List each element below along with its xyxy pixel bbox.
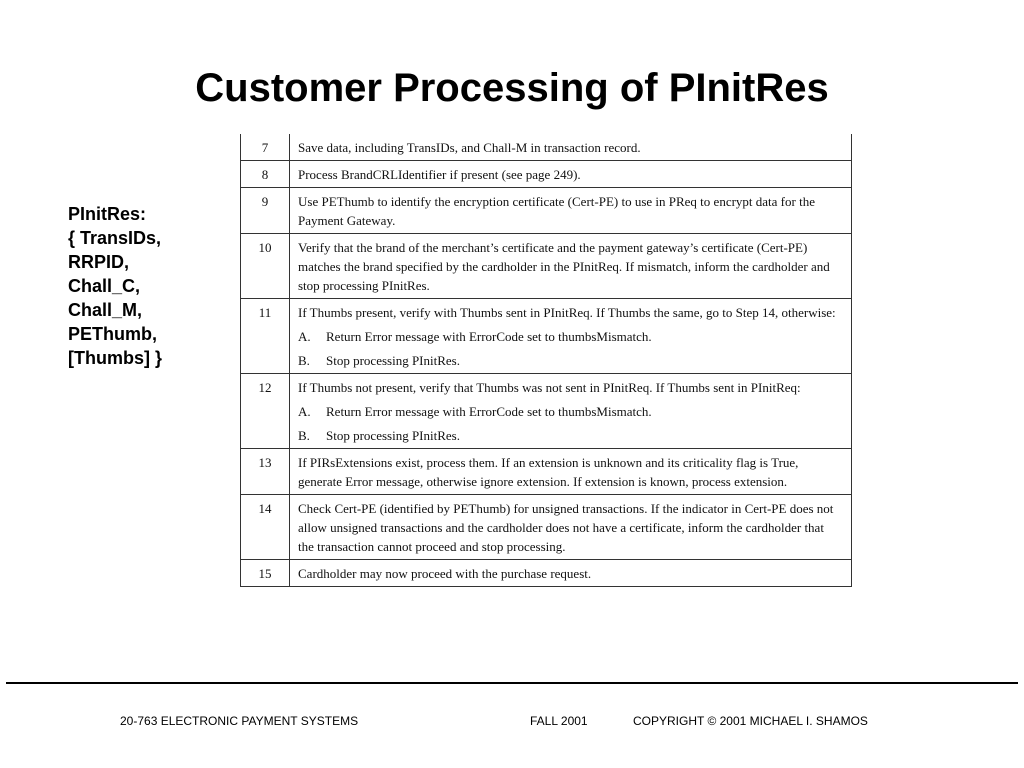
step-number: 9 bbox=[241, 188, 290, 234]
table-row bbox=[241, 234, 852, 299]
sub-step-letter: A. bbox=[298, 329, 311, 344]
table-row bbox=[241, 495, 852, 560]
step-number: 13 bbox=[241, 449, 290, 495]
table-row bbox=[241, 299, 852, 374]
step-description bbox=[290, 188, 852, 234]
sub-step-letter: B. bbox=[298, 353, 310, 368]
table-row bbox=[241, 134, 852, 161]
step-description bbox=[290, 299, 852, 374]
table-row bbox=[241, 161, 852, 188]
table-row bbox=[241, 560, 852, 587]
note-line: { TransIDs, bbox=[68, 228, 162, 248]
step-number: 8 bbox=[241, 161, 290, 188]
note-line: PEThumb, bbox=[68, 324, 157, 344]
step-text: Use PEThumb to identify the encryption certificate (Cert-PE) to use in PReq to encrypt data for the Payment Gateway. bbox=[298, 194, 815, 228]
step-number: 10 bbox=[241, 234, 290, 299]
step-text: Verify that the brand of the merchant’s certificate and the payment gateway’s certificate (Cert-PE) matches the brand specified by the cardholder in the PInitReq. If mismatch, inform the cardholder and stop processing PInitRes. bbox=[298, 240, 830, 293]
sub-step-text: Return Error message with ErrorCode set to thumbsMismatch. bbox=[326, 329, 652, 344]
step-number: 15 bbox=[241, 560, 290, 587]
sub-step-letter: A. bbox=[298, 404, 311, 419]
step-number: 11 bbox=[241, 299, 290, 374]
sub-step-text: Return Error message with ErrorCode set to thumbsMismatch. bbox=[326, 404, 652, 419]
step-text: Process BrandCRLIdentifier if present (see page 249). bbox=[298, 167, 581, 182]
step-text: Check Cert-PE (identified by PEThumb) for unsigned transactions. If the indicator in Cert-PE does not allow unsigned transactions and the cardholder does not have a certificate, inform the cardholder that the transaction cannot proceed and stop processing. bbox=[298, 501, 834, 554]
table-row bbox=[241, 374, 852, 449]
step-description bbox=[290, 449, 852, 495]
sub-step bbox=[298, 402, 843, 421]
step-text: Save data, including TransIDs, and Chall-M in transaction record. bbox=[298, 140, 641, 155]
step-description bbox=[290, 560, 852, 587]
step-text: If PIRsExtensions exist, process them. If an extension is unknown and its criticality flag is True, generate Error message, otherwise ignore extension. If extension is known, process extension. bbox=[298, 455, 799, 489]
footer-term: FALL 2001 bbox=[530, 714, 588, 728]
sub-step bbox=[298, 351, 843, 370]
table-row bbox=[241, 188, 852, 234]
note-line: RRPID, bbox=[68, 252, 130, 272]
note-line: PInitRes: bbox=[68, 204, 147, 224]
note-line: [Thumbs] } bbox=[68, 348, 162, 368]
footer-divider bbox=[6, 682, 1018, 684]
sub-step-text: Stop processing PInitRes. bbox=[326, 428, 460, 443]
step-description bbox=[290, 161, 852, 188]
note-line: Chall_M, bbox=[68, 300, 143, 320]
footer-course: 20-763 ELECTRONIC PAYMENT SYSTEMS bbox=[120, 714, 359, 728]
slide-title: Customer Processing of PInitRes bbox=[195, 66, 829, 110]
step-text: If Thumbs not present, verify that Thumbs was not sent in PInitReq. If Thumbs sent in PInitReq: bbox=[298, 380, 801, 395]
sub-step-text: Stop processing PInitRes. bbox=[326, 353, 460, 368]
footer-copyright: COPYRIGHT © 2001 MICHAEL I. SHAMOS bbox=[633, 714, 868, 728]
sub-step bbox=[298, 327, 843, 346]
step-description bbox=[290, 374, 852, 449]
table-row bbox=[241, 449, 852, 495]
note-line: Chall_C, bbox=[68, 276, 141, 296]
step-number: 7 bbox=[241, 134, 290, 161]
step-number: 12 bbox=[241, 374, 290, 449]
step-text: If Thumbs present, verify with Thumbs sent in PInitReq. If Thumbs the same, go to Step 14, otherwise: bbox=[298, 305, 836, 320]
sub-step bbox=[298, 426, 843, 445]
sub-step-letter: B. bbox=[298, 428, 310, 443]
step-number: 14 bbox=[241, 495, 290, 560]
step-text: Cardholder may now proceed with the purchase request. bbox=[298, 566, 592, 581]
step-description bbox=[290, 134, 852, 161]
step-description bbox=[290, 234, 852, 299]
pinitres-structure-note bbox=[68, 202, 162, 370]
processing-steps-table bbox=[240, 134, 852, 587]
step-description bbox=[290, 495, 852, 560]
